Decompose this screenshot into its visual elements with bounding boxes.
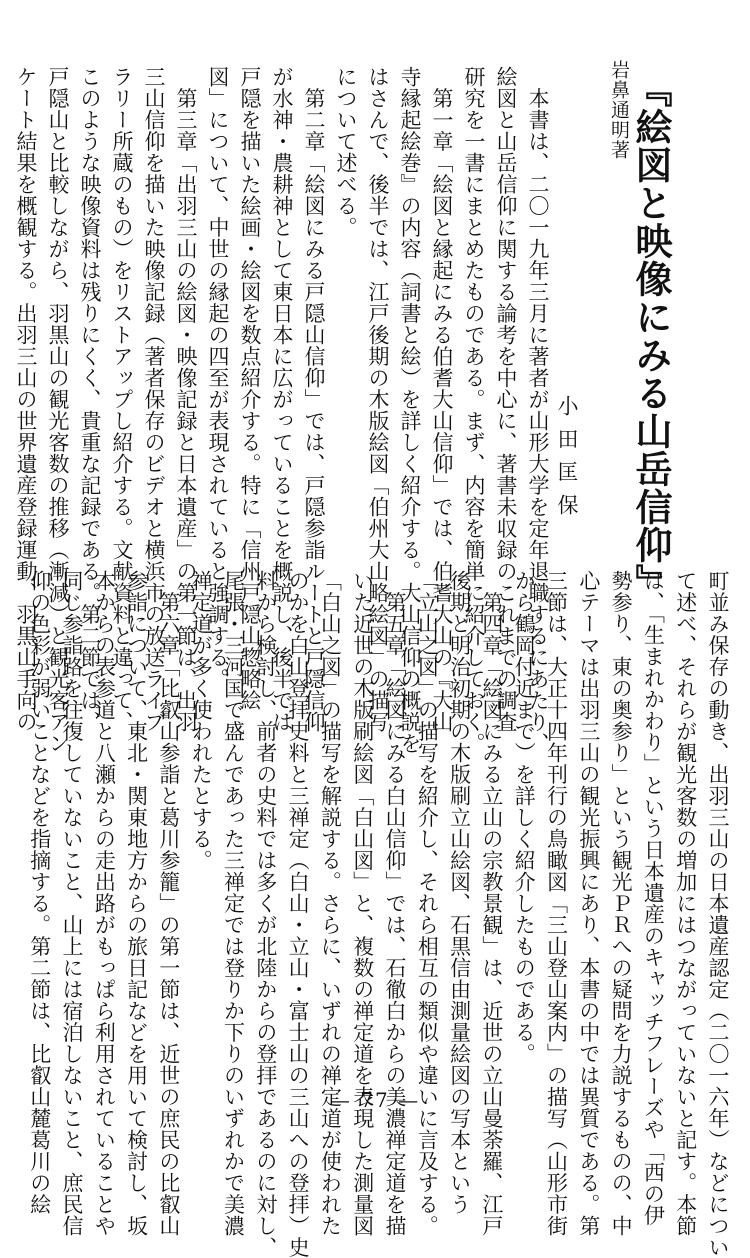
text-column: いた近世の木版刷絵図「白山図」と、複数の禅定道を表現した測量図 xyxy=(350,570,375,1237)
text-column: 参詣について、東北・関東地方からの旅日記などを用いて検討し、坂 xyxy=(124,570,149,1237)
text-column: このような映像資料は残りにくく、貴重な記録である。第二節では、 xyxy=(78,66,102,733)
text-column: 尾張・三河国で盛んであった三禅定では登りか下りのいずれかで美濃 xyxy=(221,570,246,1237)
text-column: はさんで、後半では、江戸後期の木版絵図「伯州大山略絵図」の描写 xyxy=(366,66,390,733)
text-column: 本書は、二〇一九年三月に著者が山形大学を定年退職するにあたり、 xyxy=(526,66,550,754)
book-title: 『絵図と映像にみる山岳信仰』 xyxy=(629,70,673,602)
text-column: について述べる。 xyxy=(334,66,358,238)
text-column: が水神・農耕神として東日本に広がっていることを概説し、後半では xyxy=(270,66,294,733)
reviewer-name: 小田匡保 xyxy=(555,395,579,527)
text-column: 寺縁起絵巻』の内容（詞書と絵）を詳しく紹介する。大山信仰の概説を xyxy=(398,66,422,754)
text-column: 第一章「絵図と縁起にみる伯耆大山信仰」では、伯耆大山の『大山 xyxy=(430,66,454,733)
text-column: 戸隠山と比較しながら、羽黒山の観光客数の推移（漸減）と観光客アン xyxy=(46,66,70,754)
text-column: 本からの表参道と八瀬からの走出路がもっぱら利用されていることや xyxy=(92,570,117,1237)
text-column: 勢参り、東の奥参り」という観光ＰＲへの疑問を力説するものの、中 xyxy=(609,570,634,1237)
text-column: 料から検討し、前者の史料では多くが北陸からの登拝であるのに対し、 xyxy=(253,570,278,1258)
text-column: ケート結果を概観する。出羽三山の世界遺産登録運動、羽黒山手向の xyxy=(14,66,38,733)
text-column: 第五章「絵図にみる白山信仰」では、石徹白からの美濃禅定道を描 xyxy=(383,570,407,1237)
text-column: 仰の色彩が弱いことなどを指摘する。第二節は、比叡山麓葛川の絵 xyxy=(27,570,52,1215)
text-column: 第六章「比叡山参詣と葛川参籠」の第一節は、近世の庶民の比叡山 xyxy=(156,570,181,1237)
text-column: 第二章「絵図にみる戸隠山信仰」では、戸隠参詣ルートと戸隠信仰 xyxy=(302,66,326,733)
text-column: 絵図と山岳信仰に関する論考を中心に、著書未収録のこれまでの調査 xyxy=(494,66,518,733)
text-column: 第四章「絵図にみる立山の宗教景観」は、近世の立山曼荼羅、江戸 xyxy=(479,570,504,1237)
text-column: 心テーマは出羽三山の観光振興にあり、本書の中では異質である。第 xyxy=(576,570,601,1237)
text-column: 町並み保存の動き、出羽三山の日本遺産認定（二〇一六年）などについ xyxy=(706,570,730,1258)
text-column: は、「生まれかわり」という日本遺産のキャッチフレーズや「西の伊 xyxy=(641,570,666,1226)
text-column: ラリー所蔵のもの）をリストアップし紹介する。文献資料と違って、 xyxy=(110,66,134,733)
text-column: 研究を一書にまとめたものである。まず、内容を簡単に紹介しておく。 xyxy=(462,66,486,754)
page-number: — 77 — xyxy=(329,1088,421,1112)
text-column: て述べ、それらが観光客数の増加にはつながっていないと記す。本節 xyxy=(673,570,698,1237)
text-column: 三山信仰を描いた映像記録（著者保存のビデオと横浜市の放送ライブ xyxy=(142,66,166,733)
text-column: から鶴岡付近まで）を詳しく紹介したものである。 xyxy=(512,570,537,1065)
text-column: 図」について、中世の縁起の四至が表現されていると強調する。 xyxy=(206,66,230,690)
text-column: 後期と明治初期の木版刷立山絵図、石黒信由測量絵図の写本という xyxy=(447,570,472,1215)
text-column: 同じ参詣路を往復していないこと、山上には宿泊しないこと、庶民信 xyxy=(60,570,84,1237)
text-column: 第三章「出羽三山の絵図・映像記録と日本遺産」の第一節は、出羽 xyxy=(174,66,198,733)
text-column: 三節は、大正十四年刊行の鳥瞰図「三山登山案内」の描写（山形市街 xyxy=(544,570,569,1237)
text-column: のかを白山登拝史料と三禅定（白山・立山・富士山の三山への登拝）史 xyxy=(286,570,311,1258)
book-author-publisher: 岩鼻通明著 xyxy=(608,60,630,160)
text-column: 「白山之図」の描写を解説する。さらに、いずれの禅定道が使われた xyxy=(318,570,343,1237)
text-column: 禅定道が多く使われたとする。 xyxy=(189,570,214,871)
text-column: 「立山之図」の描写を紹介し、それら相互の類似や違いに言及する。 xyxy=(415,570,440,1237)
text-column: 戸隠を描いた絵画・絵図を数点紹介する。特に「信州戸隠山惣略絵 xyxy=(238,66,262,711)
